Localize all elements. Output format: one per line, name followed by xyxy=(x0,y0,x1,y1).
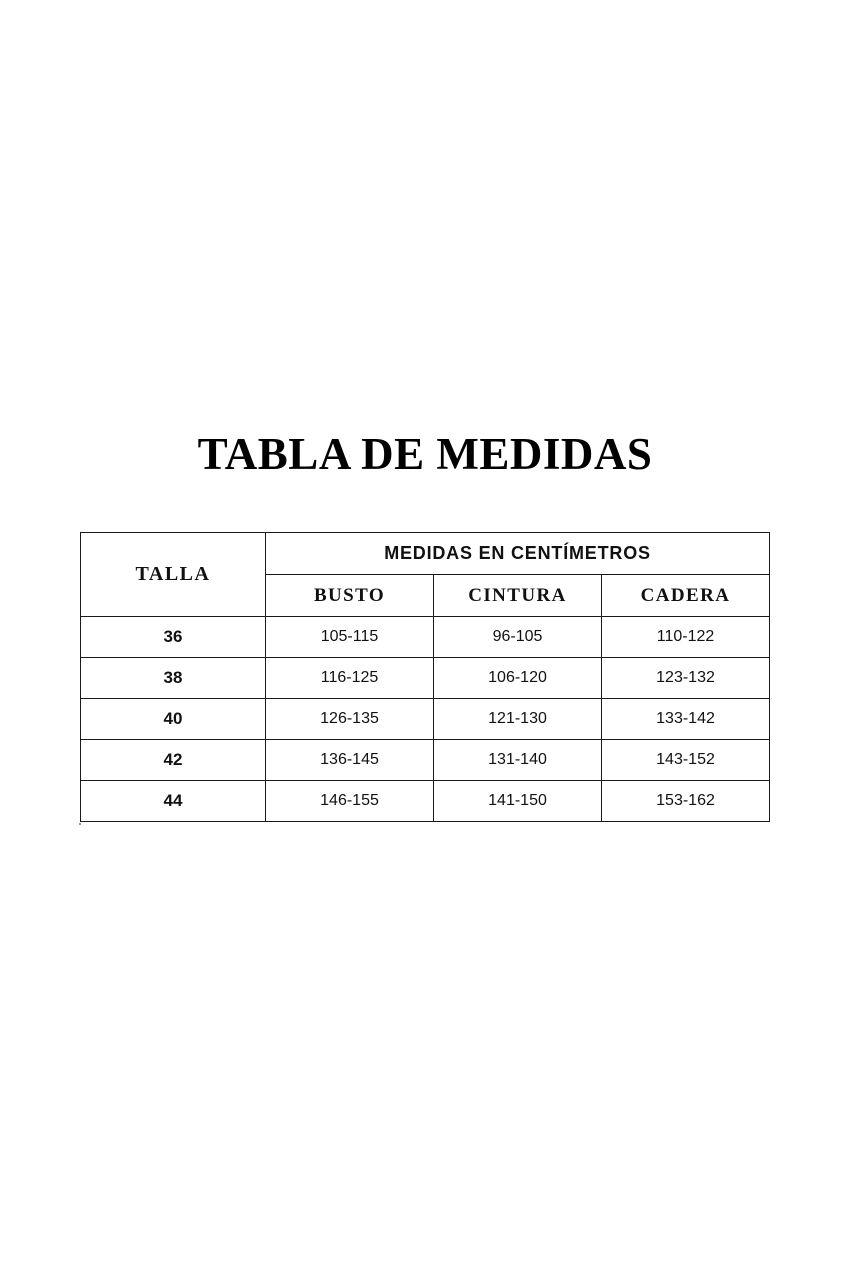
column-header-cadera: CADERA xyxy=(602,575,770,617)
table-row xyxy=(81,699,770,740)
cell-cintura: 96-105 xyxy=(434,617,602,658)
table-row xyxy=(81,617,770,658)
cell-cadera: 110-122 xyxy=(602,617,770,658)
cell-cintura: 121-130 xyxy=(434,699,602,740)
cell-cintura: 141-150 xyxy=(434,781,602,822)
page-title: TABLA DE MEDIDAS xyxy=(197,429,653,479)
size-chart-table xyxy=(80,532,770,822)
cell-busto: 126-135 xyxy=(266,699,434,740)
cell-talla: 44 xyxy=(81,781,266,822)
cell-talla: 36 xyxy=(81,617,266,658)
table-row xyxy=(81,781,770,822)
cell-cadera: 123-132 xyxy=(602,658,770,699)
table-row xyxy=(81,740,770,781)
cell-cadera: 143-152 xyxy=(602,740,770,781)
cell-busto: 146-155 xyxy=(266,781,434,822)
table-header-row-group xyxy=(81,533,770,575)
column-header-busto: BUSTO xyxy=(266,575,434,617)
cell-talla: 42 xyxy=(81,740,266,781)
cell-cintura: 106-120 xyxy=(434,658,602,699)
table-row xyxy=(81,658,770,699)
column-header-cintura: CINTURA xyxy=(434,575,602,617)
table-body xyxy=(81,617,770,822)
scan-speck xyxy=(79,823,81,825)
table-header xyxy=(81,533,770,617)
column-group-header-medidas: MEDIDAS EN CENTÍMETROS xyxy=(266,533,770,575)
cell-talla: 40 xyxy=(81,699,266,740)
cell-cadera: 153-162 xyxy=(602,781,770,822)
cell-cintura: 131-140 xyxy=(434,740,602,781)
cell-busto: 136-145 xyxy=(266,740,434,781)
cell-talla: 38 xyxy=(81,658,266,699)
column-header-talla: TALLA xyxy=(81,533,266,617)
cell-busto: 105-115 xyxy=(266,617,434,658)
cell-cadera: 133-142 xyxy=(602,699,770,740)
size-chart-container xyxy=(80,532,770,822)
cell-busto: 116-125 xyxy=(266,658,434,699)
